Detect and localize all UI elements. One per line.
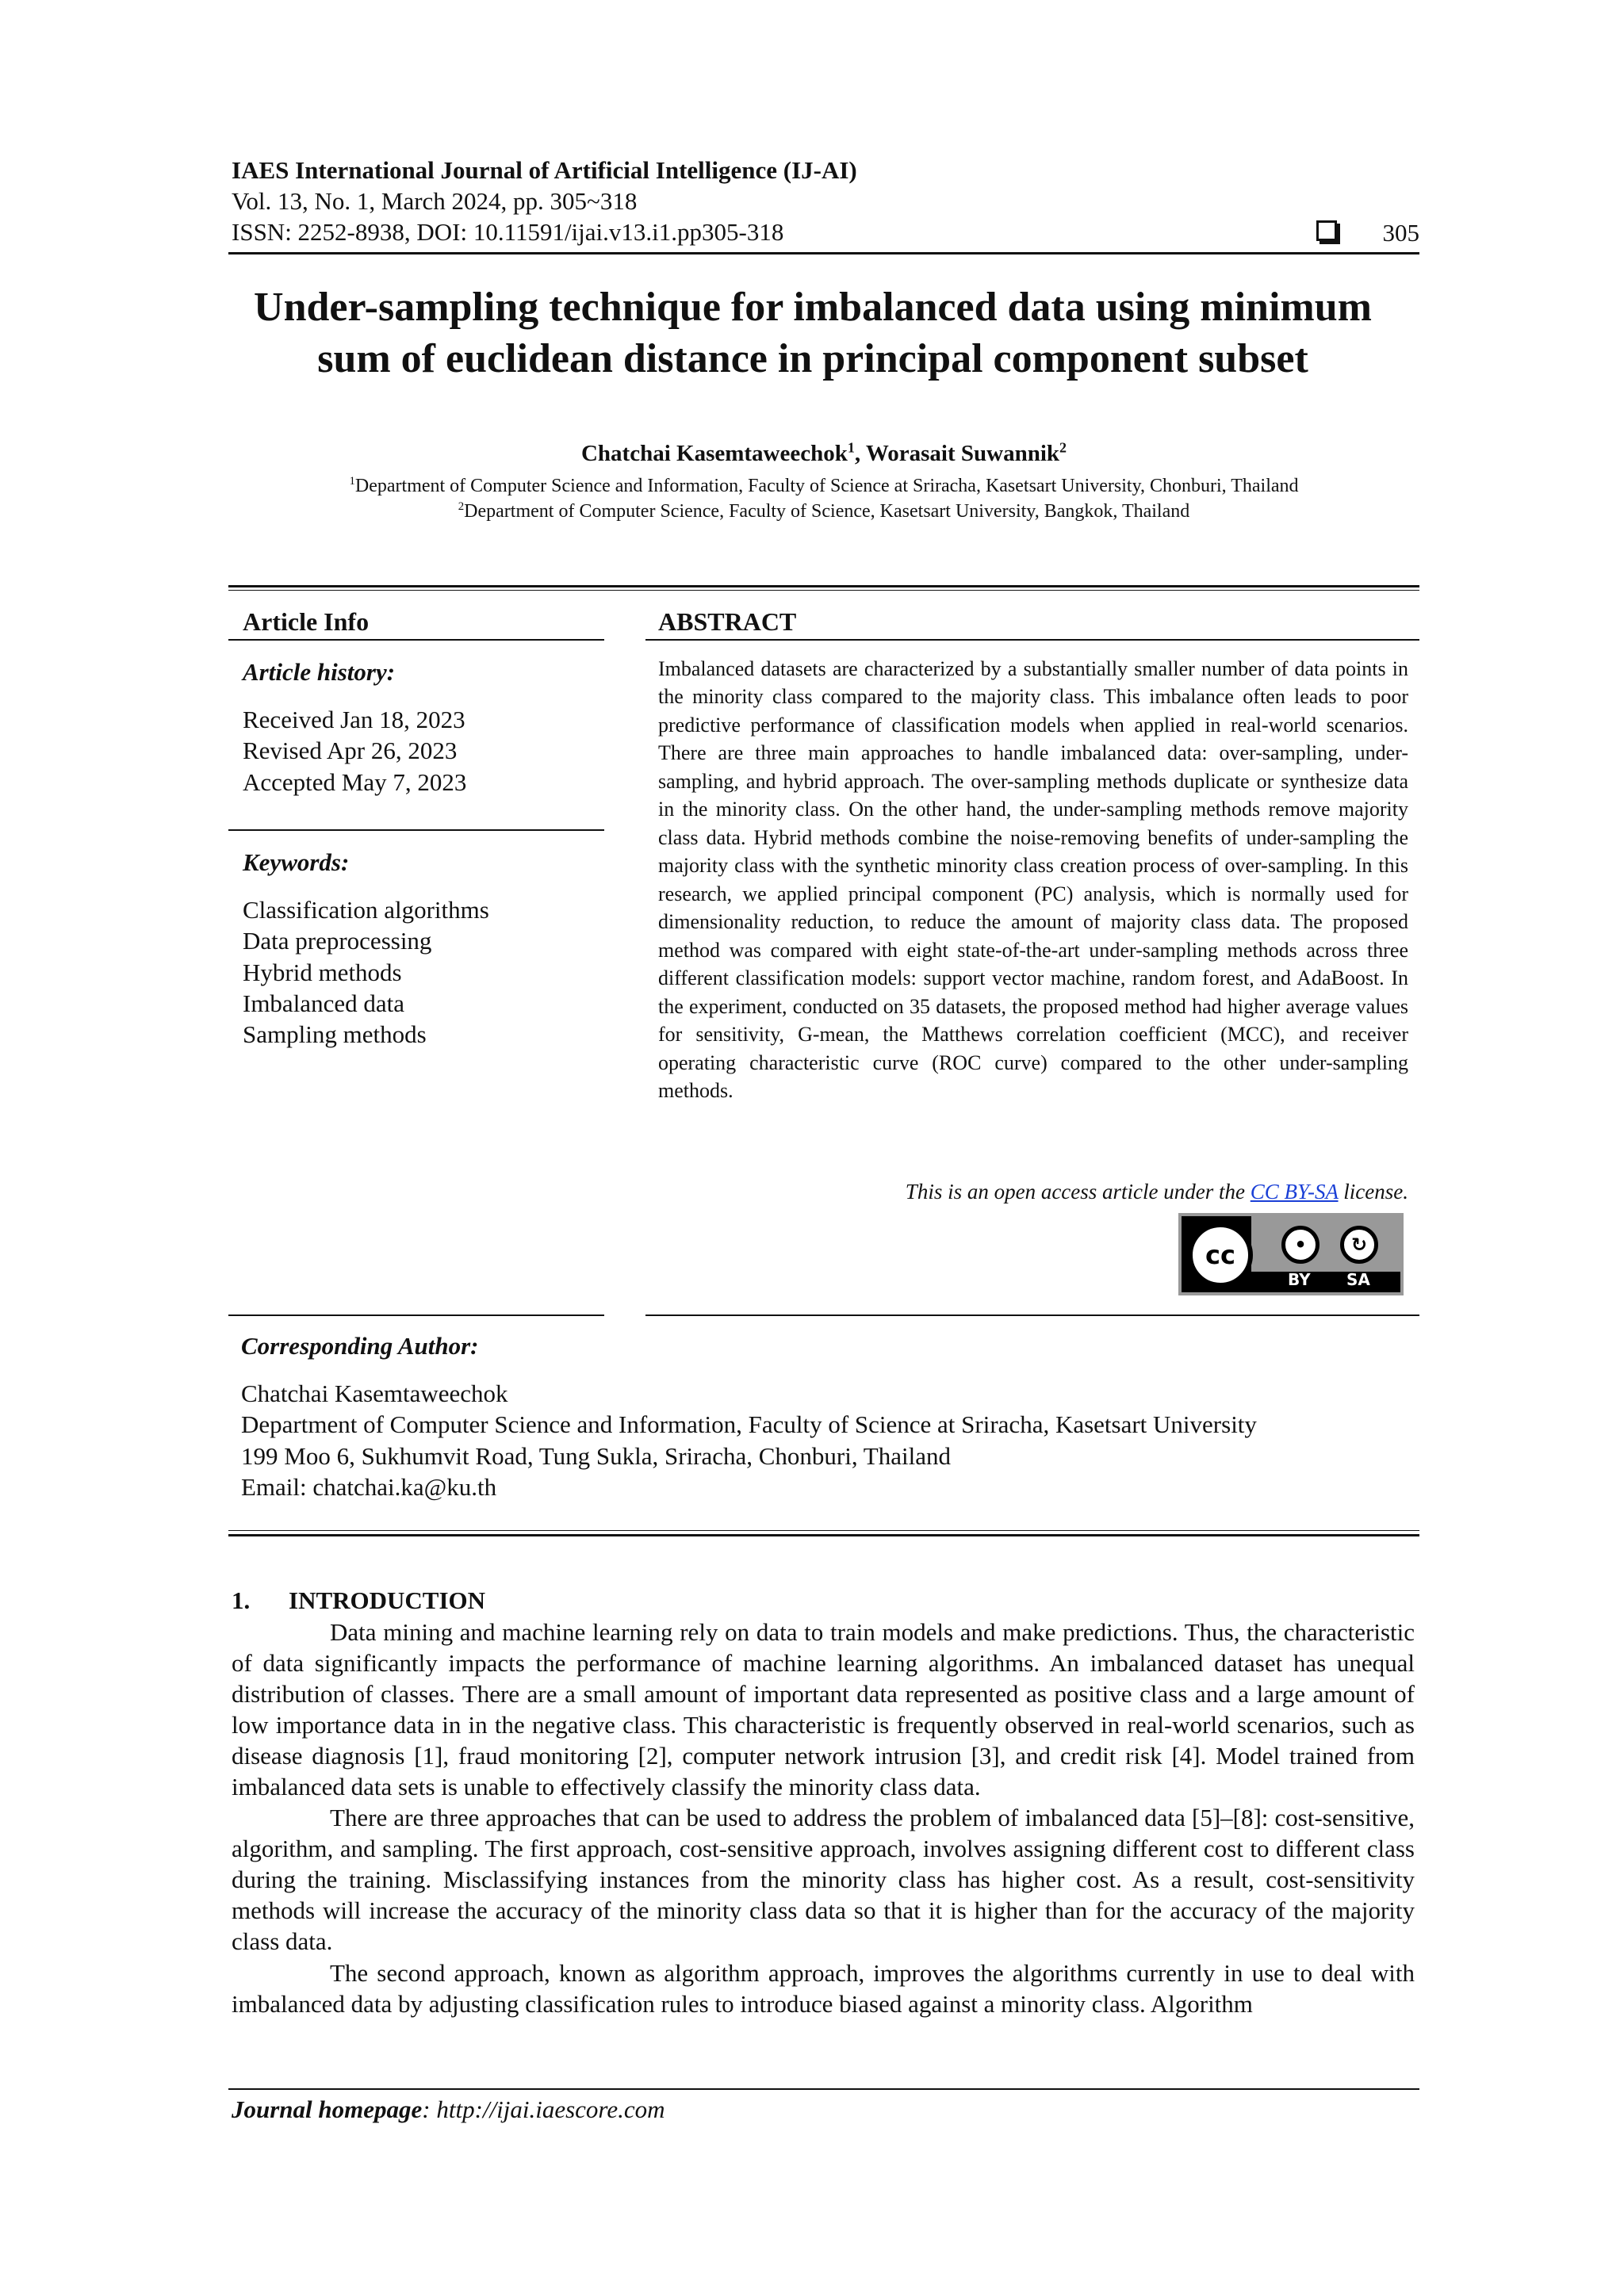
article-info-heading: Article Info — [243, 607, 370, 636]
author-2-affil-mark: 2 — [1059, 439, 1067, 456]
keyword-item: Data preprocessing — [243, 927, 432, 955]
badge-sa-label: SA — [1346, 1270, 1370, 1289]
journal-homepage — [232, 2095, 665, 2124]
introduction-body — [232, 1617, 1415, 2019]
affiliation-1-mark: 1 — [349, 475, 355, 488]
paragraph: Data mining and machine learning rely on data to train models and make predictions. Thus, the characteristic of data significantly impacts the performance of machine learning algorithms. An imbalanced dataset has unequal distribution of classes. There are a small amount of important data represented as positive class and a large amount of low importance data in in the negative class. This characteristic is frequently observed in real-world scenarios, such as disease diagnosis [1], fraud monitoring [2], computer network intrusion [3], and credit risk [4]. Model trained from imbalanced data sets is unable to effectively classify the minority class data. — [232, 1618, 1415, 1801]
corresponding-author-email: Email: chatchai.ka@ku.th — [241, 1473, 497, 1502]
corresponding-author-name: Chatchai Kasemtaweechok — [241, 1380, 508, 1407]
history-revised: Revised Apr 26, 2023 — [243, 737, 458, 765]
keywords-rule — [228, 829, 604, 831]
paper-title — [206, 281, 1419, 385]
license-line — [906, 1180, 1408, 1204]
license-suffix: license. — [1338, 1180, 1408, 1203]
header-rule — [228, 252, 1419, 254]
abstract-rule — [645, 639, 1419, 641]
affiliation-1-text: Department of Computer Science and Information, Faculty of Science at Sriracha, Kasetsart University, Chonburi, Thailand — [354, 476, 1299, 496]
corresponding-author-address: 199 Moo 6, Sukhumvit Road, Tung Sukla, Sriracha, Chonburi, Thailand — [241, 1441, 951, 1470]
homepage-url[interactable]: http://ijai.iaescore.com — [436, 2095, 665, 2123]
corr-bottom-rule — [228, 1534, 1419, 1536]
info-top-rule-thin — [228, 590, 1419, 591]
volume-line: Vol. 13, No. 1, March 2024, pp. 305~318 — [232, 187, 638, 215]
keywords-label: Keywords: — [243, 848, 350, 876]
history-accepted: Accepted May 7, 2023 — [243, 767, 467, 796]
paragraph: There are three approaches that can be used to address the problem of imbalanced data [5]–[8]: cost-sensitive, algorithm, and sampling. The first approach, cost-sensitive approach, involves assigning different cost to different class during the training. Misclassifying instances from the minority class has higher cost. As a result, cost-sensitivity methods will increase the accuracy of the minority class data so that it is higher than for the accuracy of the majority class data. — [232, 1804, 1415, 1956]
page-number: 305 — [1382, 219, 1419, 247]
corresponding-author-dept: Department of Computer Science and Information, Faculty of Science at Sriracha, Kasetsart University — [241, 1410, 1257, 1439]
author-list — [228, 441, 1419, 467]
keyword-item: Classification algorithms — [243, 896, 489, 924]
title-line-1: Under-sampling technique for imbalanced data using minimum — [254, 285, 1372, 330]
square-box-icon — [1316, 220, 1337, 241]
info-left-bottom-rule — [228, 1314, 604, 1316]
cc-license-badge[interactable] — [1178, 1213, 1404, 1295]
author-2: Worasait Suwannik — [865, 441, 1060, 466]
corresponding-author-block — [241, 1378, 1415, 1502]
attribution-icon: • — [1281, 1226, 1320, 1264]
affiliation-2 — [228, 501, 1419, 522]
paragraph: The second approach, known as algorithm approach, improves the algorithms currently in use to deal with imbalanced data by adjusting classification rules to introduce biased against a minority class. Algorithm — [232, 1958, 1415, 2018]
author-1-affil-mark: 1 — [847, 439, 855, 456]
section-title: INTRODUCTION — [289, 1586, 486, 1614]
badge-by-label: BY — [1288, 1270, 1311, 1289]
corr-bottom-rule-thin — [228, 1530, 1419, 1531]
affiliation-2-text: Department of Computer Science, Faculty of Science, Kasetsart University, Bangkok, Thailand — [464, 501, 1190, 522]
issn-doi-line: ISSN: 2252-8938, DOI: 10.11591/ijai.v13.i1.pp305-318 — [232, 218, 784, 246]
corresponding-author-label: Corresponding Author: — [241, 1332, 479, 1360]
abstract-heading: ABSTRACT — [658, 607, 797, 636]
journal-title: IAES International Journal of Artificial Intelligence (IJ-AI) — [232, 156, 857, 184]
info-top-rule — [228, 585, 1419, 587]
author-1: Chatchai Kasemtaweechok — [580, 441, 848, 466]
homepage-separator: : — [422, 2095, 437, 2123]
section-number: 1. — [232, 1586, 251, 1614]
keyword-item: Sampling methods — [243, 1020, 427, 1049]
footer-rule — [228, 2088, 1419, 2090]
affiliation-2-mark: 2 — [458, 500, 465, 513]
article-history-list — [243, 704, 603, 798]
article-info-rule — [228, 639, 604, 641]
share-alike-icon: ↻ — [1340, 1226, 1378, 1264]
section-heading-introduction — [232, 1586, 485, 1615]
keyword-item: Imbalanced data — [243, 989, 404, 1018]
history-received: Received Jan 18, 2023 — [243, 706, 465, 733]
license-prefix: This is an open access article under the — [905, 1180, 1251, 1203]
abstract-text: Imbalanced datasets are characterized by a substantially smaller number of data points in the minority class compared to the majority class. This imbalance often leads to poor predictive performance of classification models when applied in real-world scenarios. There are three main approaches to handle imbalanced data: over-sampling, under-sampling, and hybrid approach. The over-sampling methods duplicate or synthesize data in the minority class. On the other hand, the under-sampling methods remove majority class data. Hybrid methods combine the noise-removing benefits of under-sampling the majority class with the synthetic minority class creation process of over-sampling. In this research, we applied principal component (PC) analysis, which is normally used for dimensionality reduction, to reduce the amount of majority class data. The proposed method was compared with eight state-of-the-art under-sampling methods across three different classification models: support vector machine, random forest, and AdaBoost. In the experiment, conducted on 35 datasets, the proposed method had higher average values for sensitivity, G-mean, the Matthews correlation coefficient (MCC), and receiver operating characteristic curve (ROC curve) compared to the other under-sampling methods. — [658, 657, 1408, 1103]
keywords-list — [243, 894, 603, 1050]
keyword-item: Hybrid methods — [243, 958, 402, 986]
cc-by-sa-link[interactable]: CC BY-SA — [1250, 1180, 1339, 1203]
title-line-2: sum of euclidean distance in principal component subset — [317, 336, 1308, 381]
affiliation-1 — [228, 476, 1419, 497]
author-separator: , — [854, 441, 866, 466]
info-right-bottom-rule — [645, 1314, 1419, 1316]
homepage-label: Journal homepage — [232, 2095, 423, 2123]
creative-commons-icon: cc — [1188, 1223, 1253, 1288]
article-history-label: Article history: — [243, 658, 396, 686]
